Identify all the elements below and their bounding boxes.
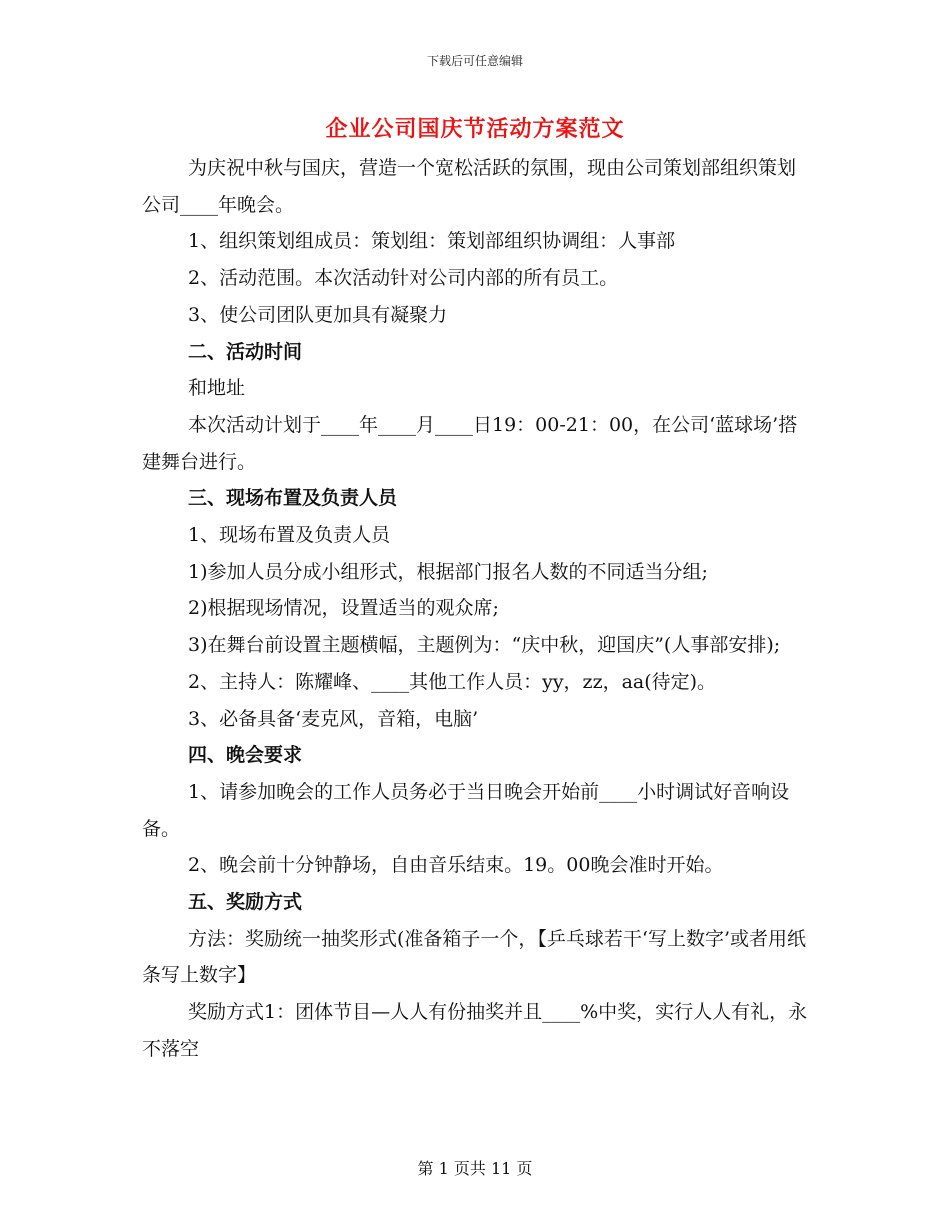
paragraph: 本次活动计划于____年____月____日19：00-21：00，在公司‘蓝球场’搭建舞台进行。 xyxy=(142,413,798,473)
paragraph: 为庆祝中秋与国庆，营造一个宽松活跃的氛围，现由公司策划部组织策划公司____年晚会。 xyxy=(142,157,797,216)
page-footer-number: 第 1 页共 11 页 xyxy=(417,1159,533,1178)
paragraph: 1、请参加晚会的工作人员务必于当日晚会开始前____小时调试好音响设备。 xyxy=(142,780,790,840)
section-heading: 三、现场布置及负责人员 xyxy=(188,487,398,510)
paragraph: 2、晚会前十分钟静场，自由音乐结束。19。00晚会准时开始。 xyxy=(188,854,724,877)
section-heading: 二、活动时间 xyxy=(188,340,303,363)
section-heading: 五、奖励方式 xyxy=(188,891,303,914)
paragraph: 2、主持人：陈耀峰、____其他工作人员：yy，zz，aa(待定)。 xyxy=(188,670,717,693)
section-heading: 四、晚会要求 xyxy=(188,744,303,767)
document-title: 企业公司国庆节活动方案范文 xyxy=(325,117,625,142)
paragraph: 3)在舞台前设置主题横幅，主题例为：“庆中秋，迎国庆”(人事部安排); xyxy=(188,634,781,657)
paragraph: 3、使公司团队更加具有凝聚力 xyxy=(188,303,448,326)
paragraph: 2)根据现场情况，设置适当的观众席; xyxy=(188,597,499,620)
paragraph: 和地址 xyxy=(188,377,246,400)
paragraph: 1)参加人员分成小组形式，根据部门报名人数的不同适当分组; xyxy=(188,560,708,583)
paragraph: 1、组织策划组成员：策划组：策划部组织协调组：人事部 xyxy=(188,230,676,253)
paragraph: 方法：奖励统一抽奖形式(准备箱子一个，【乒乓球若干‘写上数字’或者用纸条写上数字】 xyxy=(142,927,806,987)
page-header-note: 下载后可任意编辑 xyxy=(426,54,523,68)
paragraph: 奖励方式1：团体节目—人人有份抽奖并且____%中奖，实行人人有礼，永不落空 xyxy=(142,1001,808,1060)
paragraph: 3、必备具备‘麦克风，音箱，电脑’ xyxy=(188,707,479,730)
paragraph: 1、现场布置及负责人员 xyxy=(188,524,391,547)
paragraph: 2、活动范围。本次活动针对公司内部的所有员工。 xyxy=(188,267,619,290)
document-body xyxy=(142,150,814,1068)
